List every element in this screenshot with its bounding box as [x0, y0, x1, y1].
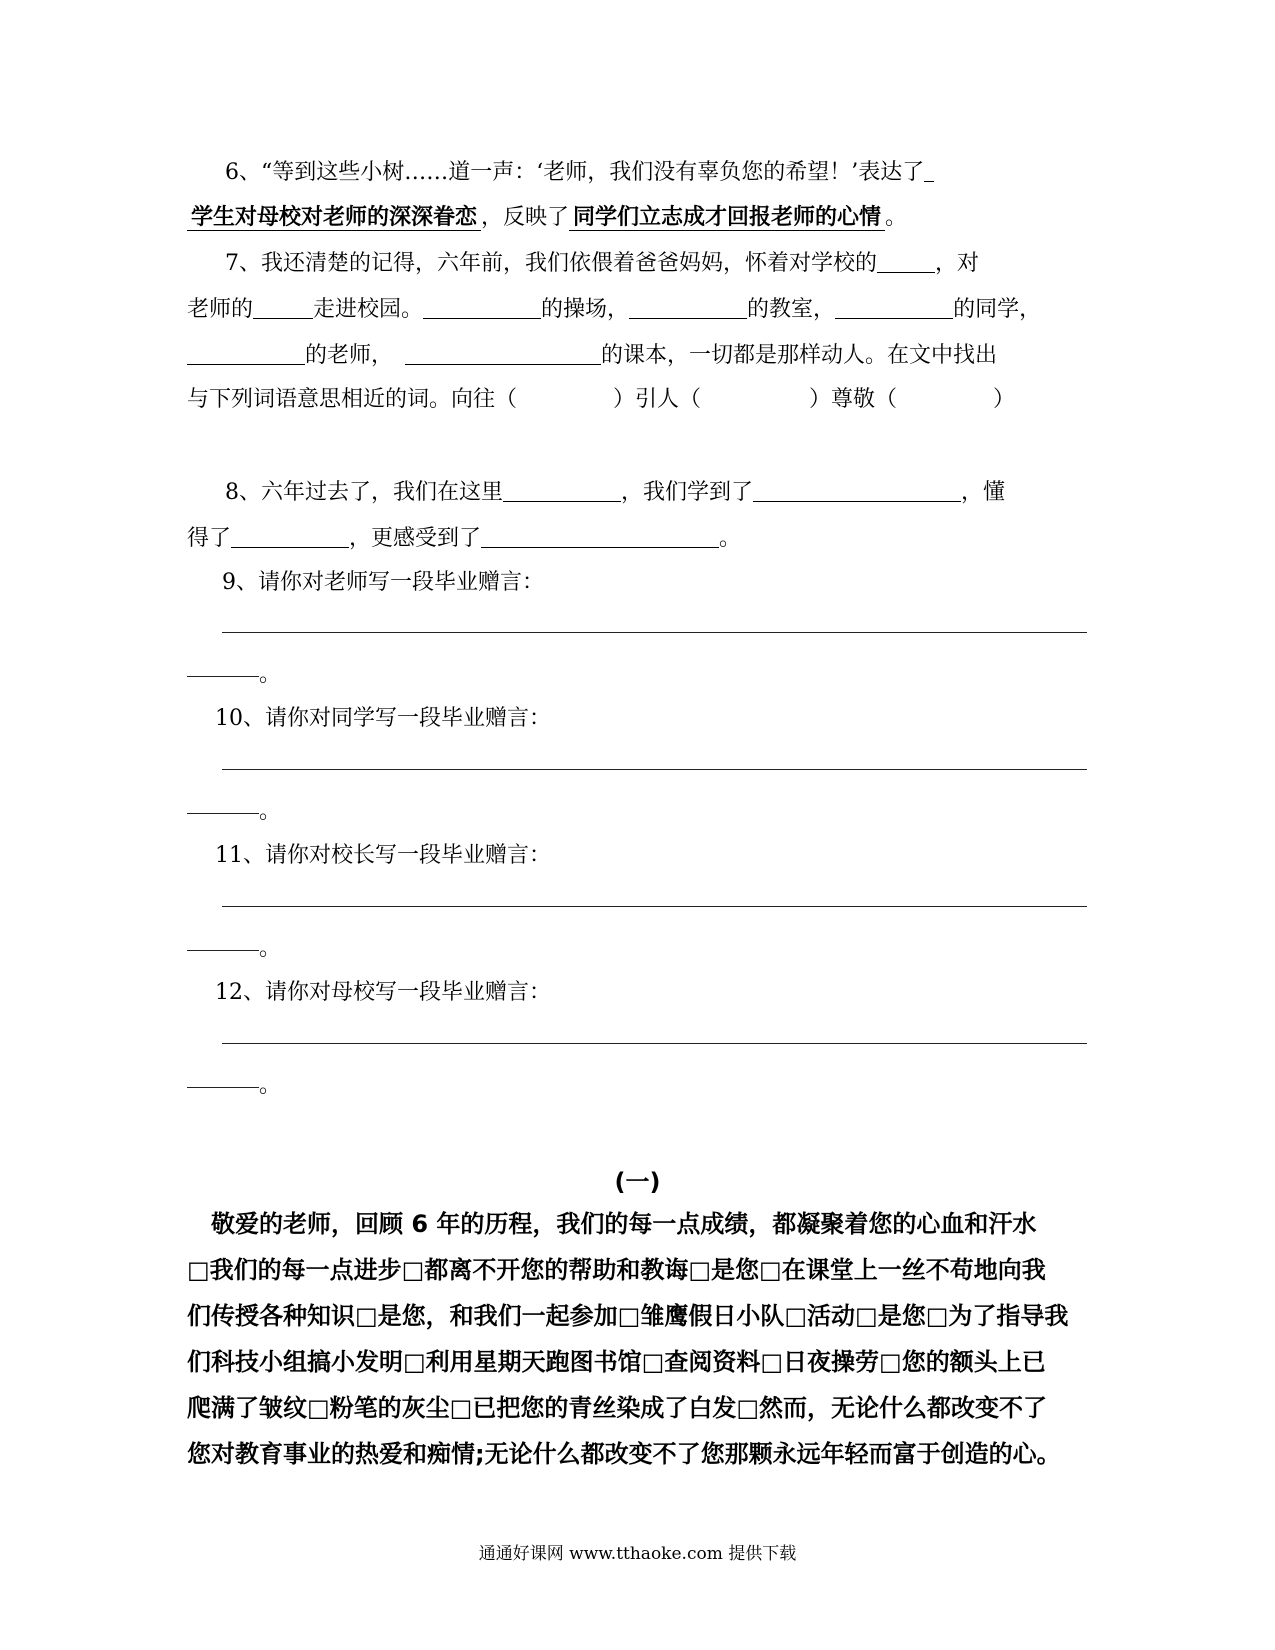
question-7-line-3: 的老师， 的课本，一切都是那样动人。在文中找出 — [187, 340, 1087, 371]
answer-line-end: 。 — [187, 1071, 1087, 1101]
blank[interactable] — [231, 523, 349, 548]
blank[interactable] — [503, 477, 621, 502]
q6-answer-1: 学生对母校对老师的深深眷恋 — [187, 205, 481, 231]
blank[interactable] — [481, 523, 719, 548]
blank[interactable] — [423, 294, 541, 319]
answer-line[interactable] — [222, 1043, 1087, 1044]
blank[interactable] — [187, 340, 305, 365]
section-title: (一) — [614, 1168, 661, 1196]
question-7-line-4: 与下列词语意思相近的词。向往（ ）引人（ ）尊敬（ ） — [187, 387, 1016, 412]
answer-line-end: 。 — [187, 797, 1087, 827]
blank[interactable] — [753, 477, 961, 502]
blank[interactable] — [877, 248, 935, 273]
q6-answer-2: 同学们立志成才回报老师的心情 — [569, 205, 885, 231]
passage-line-4: 们科技小组搞小发明□利用星期天跑图书馆□查阅资料□日夜操劳□您的额头上已 — [187, 1348, 1046, 1376]
question-6-line-1: 6、“等到这些小树……道一声：‘老师，我们没有辜负您的希望！’表达了 — [225, 157, 1087, 188]
question-6-line-2: 学生对母校对老师的深深眷恋 ，反映了 同学们立志成才回报老师的心情 。 — [187, 203, 1087, 233]
passage-line-5: 爬满了皱纹□粉笔的灰尘□已把您的青丝染成了白发□然而，无论什么都改变不了 — [187, 1394, 1048, 1422]
passage-line-2: □我们的每一点进步□都离不开您的帮助和教诲□是您□在课堂上一丝不苟地向我 — [187, 1256, 1046, 1284]
question-7-line-2: 老师的 走进校园。 的操场， 的教室， 的同学， — [187, 294, 1087, 325]
answer-line-end: 。 — [187, 934, 1087, 964]
question-9: 9、请你对老师写一段毕业赠言： — [222, 570, 544, 595]
answer-line-end: 。 — [187, 660, 1087, 690]
question-8-line-1: 8、六年过去了，我们在这里 ，我们学到了 ，懂 — [225, 477, 1087, 508]
question-11: 11、请你对校长写一段毕业赠言： — [215, 843, 551, 868]
blank[interactable] — [835, 294, 953, 319]
blank[interactable] — [253, 294, 313, 319]
answer-line[interactable] — [222, 632, 1087, 633]
passage-line-1: 敬爱的老师，回顾 6 年的历程，我们的每一点成绩，都凝聚着您的心血和汗水 — [187, 1210, 1037, 1238]
question-12: 12、请你对母校写一段毕业赠言： — [215, 980, 551, 1005]
passage-line-3: 们传授各种知识□是您，和我们一起参加□雏鹰假日小队□活动□是您□为了指导我 — [187, 1302, 1069, 1330]
page-footer: 通通好课网 www.tthaoke.com 提供下载 — [478, 1544, 797, 1564]
answer-line[interactable] — [222, 769, 1087, 770]
blank[interactable] — [629, 294, 747, 319]
answer-line[interactable] — [222, 906, 1087, 907]
question-8-line-2: 得了 ，更感受到了 。 — [187, 523, 1087, 554]
question-10: 10、请你对同学写一段毕业赠言： — [215, 706, 551, 731]
question-7-line-1: 7、我还清楚的记得，六年前，我们依偎着爸爸妈妈，怀着对学校的 ，对 — [225, 248, 1087, 279]
passage-line-6: 您对教育事业的热爱和痴情;无论什么都改变不了您那颗永远年轻而富于创造的心。 — [187, 1440, 1061, 1468]
blank[interactable] — [405, 340, 601, 365]
